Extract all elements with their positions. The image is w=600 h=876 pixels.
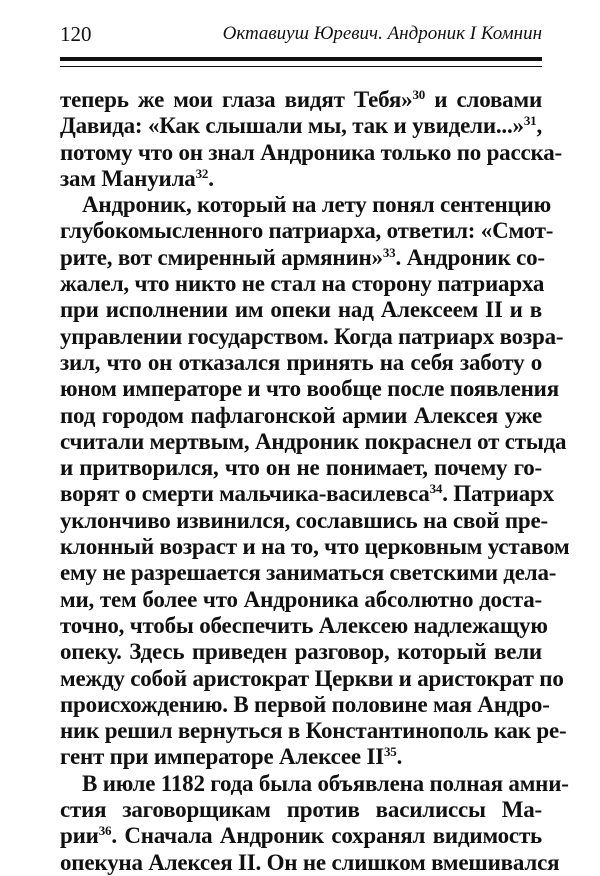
footnote-ref: 32 (195, 165, 209, 181)
header-rule-thin (60, 66, 542, 67)
text-line: рите, вот смиренный армянин»$^{33}$. Андроник со- (60, 244, 545, 270)
text-line: В июле 1182 года была объявлена полная амни- (82, 770, 569, 796)
text-line: ему не разрешается заниматься светскими дела- (60, 560, 557, 586)
text-line: уклончиво извинился, сославшись на свой пре- (60, 507, 548, 533)
text-line: опеку. Здесь приведен разговор, который вели (60, 639, 542, 665)
footnote-ref: 30 (412, 87, 426, 102)
footnote-ref: 35 (383, 744, 397, 760)
text-line: потому что он знал Андроника только по расска- (60, 139, 562, 165)
text-line: зил, что он отказался принять на себя заботу о (60, 349, 542, 375)
text-line: ник решил вернуться в Константинополь как ре- (60, 718, 567, 744)
text-line: управлении государством. Когда патриарх возра- (60, 323, 564, 349)
text-line: Андроник, который на лету понял сентенцию (82, 192, 551, 218)
text-line: считали мертвым, Андроник покраснел от стыда (60, 428, 567, 454)
text-line: и притворился, что он не понимает, почему го- (60, 455, 542, 481)
footnote-ref: 33 (382, 244, 396, 260)
footnote-ref: 34 (429, 481, 443, 497)
text-line: клонный возраст и на то, что церковным уставом (60, 534, 570, 560)
text-line: глубокомысленного патриарха, ответил: «Смот- (60, 218, 554, 244)
footnote-ref: 36 (98, 823, 112, 839)
text-line: стия заговорщикам против василиссы Ма- (60, 797, 542, 823)
footnote-ref: 31 (523, 113, 537, 129)
body-text (60, 87, 570, 876)
text-line: зам Мануила$^{32}$. (60, 165, 214, 191)
page-header (60, 20, 542, 48)
page-number: 120 (60, 22, 92, 46)
text-line: точно, чтобы обеспечить Алексею надлежащую (60, 612, 548, 638)
text-line: Давида: «Как слышали мы, так и увидели...»$^{31}$, (60, 113, 542, 139)
text-line: жалел, что никто не стал на сторону патриарха (60, 271, 545, 297)
text-line: юном императоре и что вообще после появления (60, 376, 559, 402)
text-line: гент при императоре Алексее II$^{35}$. (60, 744, 403, 770)
text-line: под городом пафлагонской армии Алексея уже (60, 402, 542, 428)
header-rule-thick (60, 57, 542, 61)
text-line: при исполнении им опеки над Алексеем II и в (60, 297, 542, 323)
text-line: происхождению. В первой половине мая Андро- (60, 691, 550, 717)
text-line: ми, тем более что Андроника абсолютно доста- (60, 586, 542, 612)
text-line: ворят о смерти мальчика-василевса$^{34}$. Патриарх (60, 481, 554, 507)
running-title: Октавиуш Юревич. Андроник I Комнин (222, 23, 542, 44)
text-line: опекуна Алексея II. Он не слишком вмешивался (60, 849, 560, 875)
text-line: теперь же мои глаза видят Тебя»$^{30}$ и словами (60, 87, 542, 112)
text-line: рии$^{36}$. Сначала Андроник сохранял видимость (60, 823, 542, 849)
text-line: между собой аристократ Церкви и аристократ по (60, 665, 564, 691)
